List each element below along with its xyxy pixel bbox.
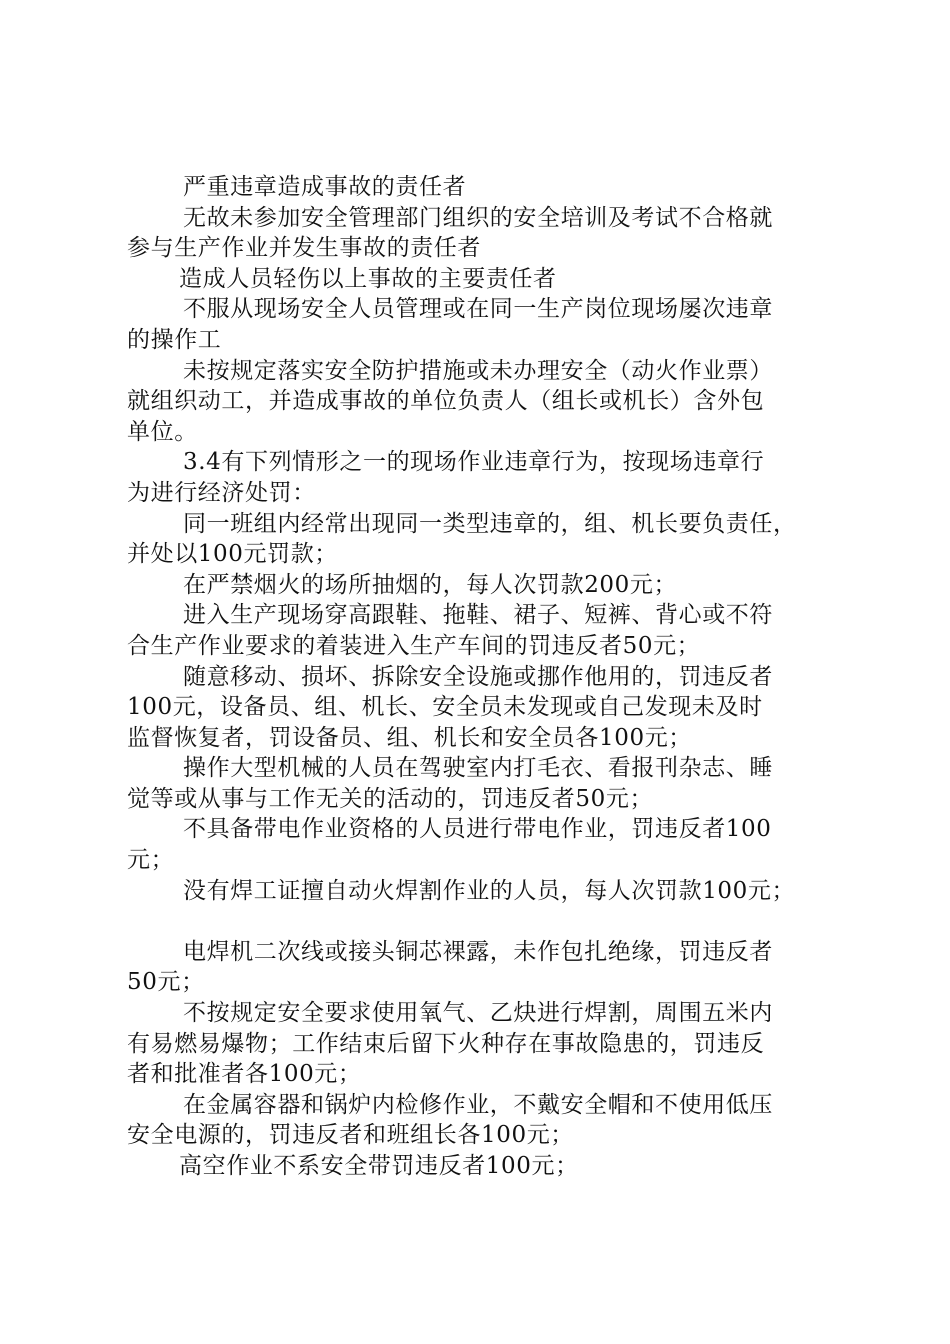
document-body — [127, 172, 833, 1182]
paragraph-line: 操作大型机械的人员在驾驶室内打毛衣、看报刊杂志、睡 — [183, 755, 773, 782]
paragraph-line: 在金属容器和锅炉内检修作业，不戴安全帽和不使用低压 — [183, 1091, 773, 1118]
paragraph-line: 在严禁烟火的场所抽烟的，每人次罚款200元； — [183, 571, 678, 598]
paragraph-line: 严重违章造成事故的责任者 — [183, 174, 467, 200]
blank-line — [127, 906, 833, 937]
paragraph-line: 的操作工 — [127, 326, 222, 353]
paragraph-line: 并处以100元罚款； — [127, 541, 338, 568]
paragraph-line: 同一班组内经常出现同一类型违章的，组、机长要负责任， — [183, 510, 797, 537]
paragraph-line: 就组织动工，并造成事故的单位负责人（组长或机长）含外包 — [127, 388, 765, 415]
paragraph-line: 有易燃易爆物；工作结束后留下火种存在事故隐患的，罚违反 — [127, 1030, 765, 1057]
paragraph-line: 为进行经济处罚： — [127, 479, 316, 506]
paragraph-line: 50元； — [127, 969, 205, 996]
paragraph-line: 监督恢复者，罚设备员、组、机长和安全员各100元； — [127, 724, 692, 751]
paragraph-line: 安全电源的，罚违反者和班组长各100元； — [127, 1122, 574, 1149]
paragraph-line: 未按规定落实安全防护措施或未办理安全（动火作业票） — [183, 357, 773, 384]
paragraph-line: 高空作业不系安全带罚违反者100元； — [179, 1153, 579, 1179]
paragraph-line: 进入生产现场穿高跟鞋、拖鞋、裙子、短裤、背心或不符 — [183, 602, 773, 629]
paragraph-line: 元； — [127, 847, 175, 874]
paragraph-line: 3.4有下列情形之一的现场作业违章行为，按现场违章行 — [183, 449, 765, 476]
paragraph-line: 100元，设备员、组、机长、安全员未发现或自己发现未及时 — [127, 694, 763, 721]
paragraph-line: 造成人员轻伤以上事故的主要责任者 — [179, 265, 557, 292]
paragraph-line: 单位。 — [127, 418, 198, 445]
paragraph-line: 者和批准者各100元； — [127, 1061, 362, 1088]
paragraph-line: 觉等或从事与工作无关的活动的，罚违反者50元； — [127, 785, 654, 812]
paragraph-line: 随意移动、损坏、拆除安全设施或挪作他用的，罚违反者 — [183, 663, 773, 690]
paragraph-line: 不按规定安全要求使用氧气、乙炔进行焊割，周围五米内 — [183, 1000, 773, 1027]
paragraph-line: 没有焊工证擅自动火焊割作业的人员，每人次罚款100元； — [183, 877, 796, 904]
paragraph-line: 不服从现场安全人员管理或在同一生产岗位现场屡次违章 — [183, 296, 773, 323]
paragraph-line: 无故未参加安全管理部门组织的安全培训及考试不合格就 — [183, 204, 773, 231]
paragraph-line: 参与生产作业并发生事故的责任者 — [127, 235, 481, 262]
paragraph-line: 合生产作业要求的着装进入生产车间的罚违反者50元； — [127, 632, 701, 659]
paragraph-line: 不具备带电作业资格的人员进行带电作业，罚违反者100 — [183, 816, 772, 843]
paragraph-line: 电焊机二次线或接头铜芯裸露，未作包扎绝缘，罚违反者 — [183, 938, 773, 965]
